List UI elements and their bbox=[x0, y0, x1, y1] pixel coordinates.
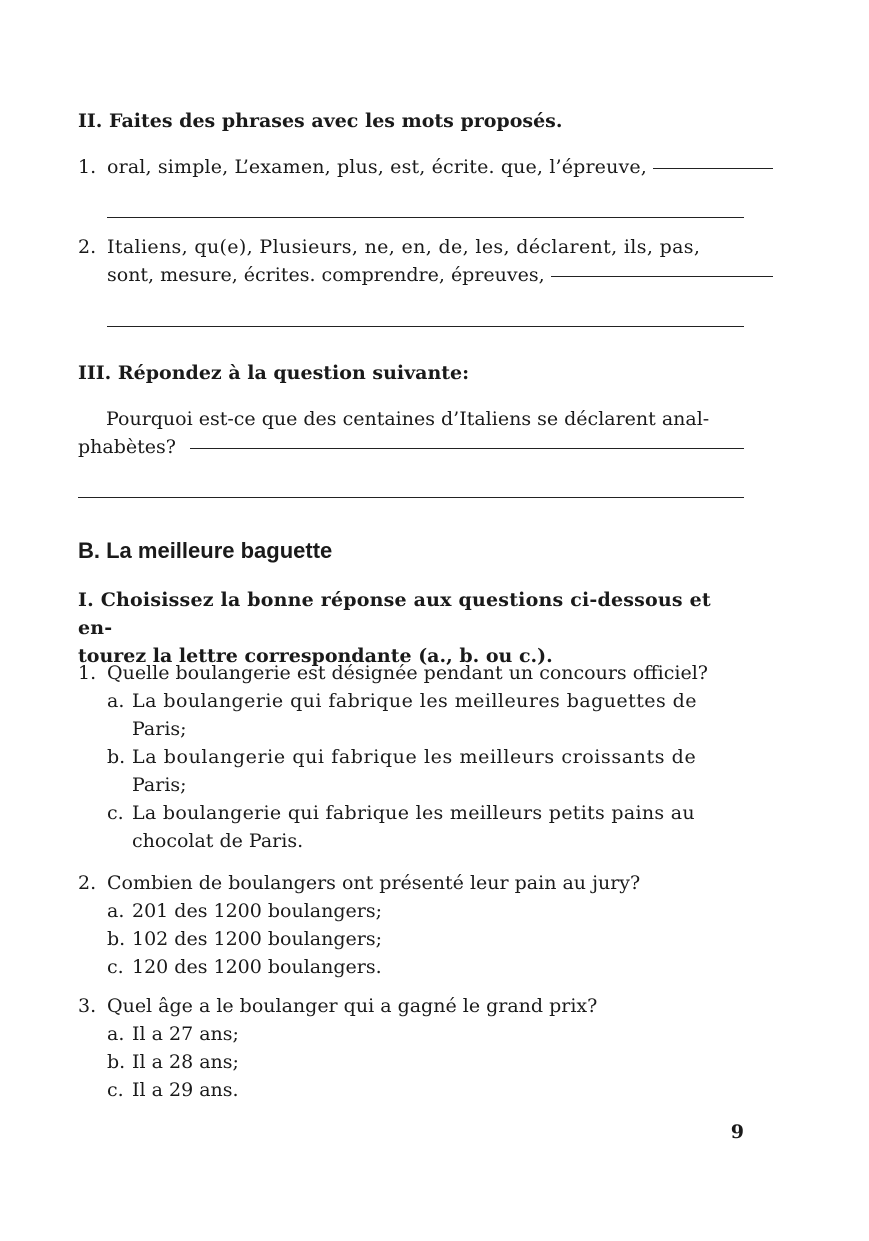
question-line-2-row bbox=[78, 433, 744, 461]
word-list-line-2-row bbox=[107, 261, 773, 289]
option-text: Il a 29 ans. bbox=[132, 1079, 239, 1101]
question-text: Combien de boulangers ont présenté leur pain au jury? bbox=[107, 872, 641, 894]
option-letter: c. bbox=[107, 1079, 124, 1101]
option-a[interactable] bbox=[107, 897, 773, 925]
option-letter: c. bbox=[107, 802, 124, 824]
item-number: 1. bbox=[78, 156, 97, 178]
option-text-line-1: La boulangerie qui fabrique les meilleurs croissants de bbox=[132, 746, 697, 768]
question-number: 2. bbox=[78, 872, 97, 894]
question-line-2: phabètes? bbox=[78, 436, 176, 458]
question-line-1: Pourquoi est-ce que des centaines d’Italiens se déclarent anal- bbox=[106, 408, 710, 430]
option-a[interactable] bbox=[107, 1020, 773, 1048]
question-text: Quelle boulangerie est désignée pendant un concours officiel? bbox=[107, 662, 708, 684]
option-text-line-2: Paris; bbox=[132, 774, 187, 796]
option-letter: a. bbox=[107, 690, 125, 712]
question-number: 1. bbox=[78, 662, 97, 684]
option-text-line-2: chocolat de Paris. bbox=[132, 830, 304, 852]
answer-line[interactable] bbox=[107, 216, 744, 218]
section-2-heading: II. Faites des phrases avec les mots proposés. bbox=[78, 110, 563, 132]
option-text-line-2: Paris; bbox=[132, 718, 187, 740]
option-b[interactable] bbox=[107, 925, 773, 953]
page-number: 9 bbox=[730, 1121, 744, 1143]
mcq-question-3 bbox=[78, 992, 773, 1104]
option-letter: c. bbox=[107, 956, 124, 978]
option-text-line-1: La boulangerie qui fabrique les meilleures baguettes de bbox=[132, 690, 697, 712]
question-text: Quel âge a le boulanger qui a gagné le grand prix? bbox=[107, 995, 598, 1017]
option-text: 201 des 1200 boulangers; bbox=[132, 900, 383, 922]
answer-blank[interactable] bbox=[653, 167, 773, 169]
option-b[interactable] bbox=[107, 1048, 773, 1076]
word-list-line-1: Italiens, qu(e), Plusieurs, ne, en, de, les, déclarent, ils, pas, bbox=[107, 236, 701, 258]
answer-blank[interactable] bbox=[551, 275, 773, 277]
option-letter: b. bbox=[107, 1051, 126, 1073]
mcq-question-2 bbox=[78, 869, 773, 981]
option-text: 120 des 1200 boulangers. bbox=[132, 956, 382, 978]
item-number: 2. bbox=[78, 236, 97, 258]
option-a[interactable] bbox=[107, 687, 773, 743]
option-letter: a. bbox=[107, 1023, 125, 1045]
option-text: Il a 28 ans; bbox=[132, 1051, 239, 1073]
word-list-line-2: sont, mesure, écrites. comprendre, épreuves, bbox=[107, 264, 545, 286]
option-c[interactable] bbox=[107, 953, 773, 981]
option-letter: b. bbox=[107, 746, 126, 768]
instruction-line-1: I. Choisissez la bonne réponse aux questions ci-dessous et en- bbox=[78, 589, 711, 639]
option-letter: a. bbox=[107, 900, 125, 922]
exercise-2-item-2 bbox=[78, 233, 773, 289]
option-text: Il a 27 ans; bbox=[132, 1023, 239, 1045]
answer-line[interactable] bbox=[107, 325, 744, 327]
mcq-question-1 bbox=[78, 659, 773, 855]
question-paragraph bbox=[78, 405, 744, 461]
word-list: oral, simple, L’examen, plus, est, écrite. que, l’épreuve, bbox=[107, 156, 647, 178]
option-letter: b. bbox=[107, 928, 126, 950]
option-c[interactable] bbox=[107, 1076, 773, 1104]
section-3-heading: III. Répondez à la question suivante: bbox=[78, 362, 470, 384]
exercise-2-item-1 bbox=[78, 153, 773, 181]
part-b-title: B. La meilleure baguette bbox=[78, 538, 333, 563]
option-text-line-1: La boulangerie qui fabrique les meilleurs petits pains au bbox=[132, 802, 695, 824]
answer-blank[interactable] bbox=[190, 447, 744, 449]
answer-line[interactable] bbox=[78, 496, 744, 498]
question-number: 3. bbox=[78, 995, 97, 1017]
option-b[interactable] bbox=[107, 743, 773, 799]
instruction-line-2: tourez la lettre correspondante (a., b. ou c.). bbox=[78, 645, 553, 667]
option-text: 102 des 1200 boulangers; bbox=[132, 928, 383, 950]
part-b-instruction bbox=[78, 586, 744, 670]
option-c[interactable] bbox=[107, 799, 773, 855]
